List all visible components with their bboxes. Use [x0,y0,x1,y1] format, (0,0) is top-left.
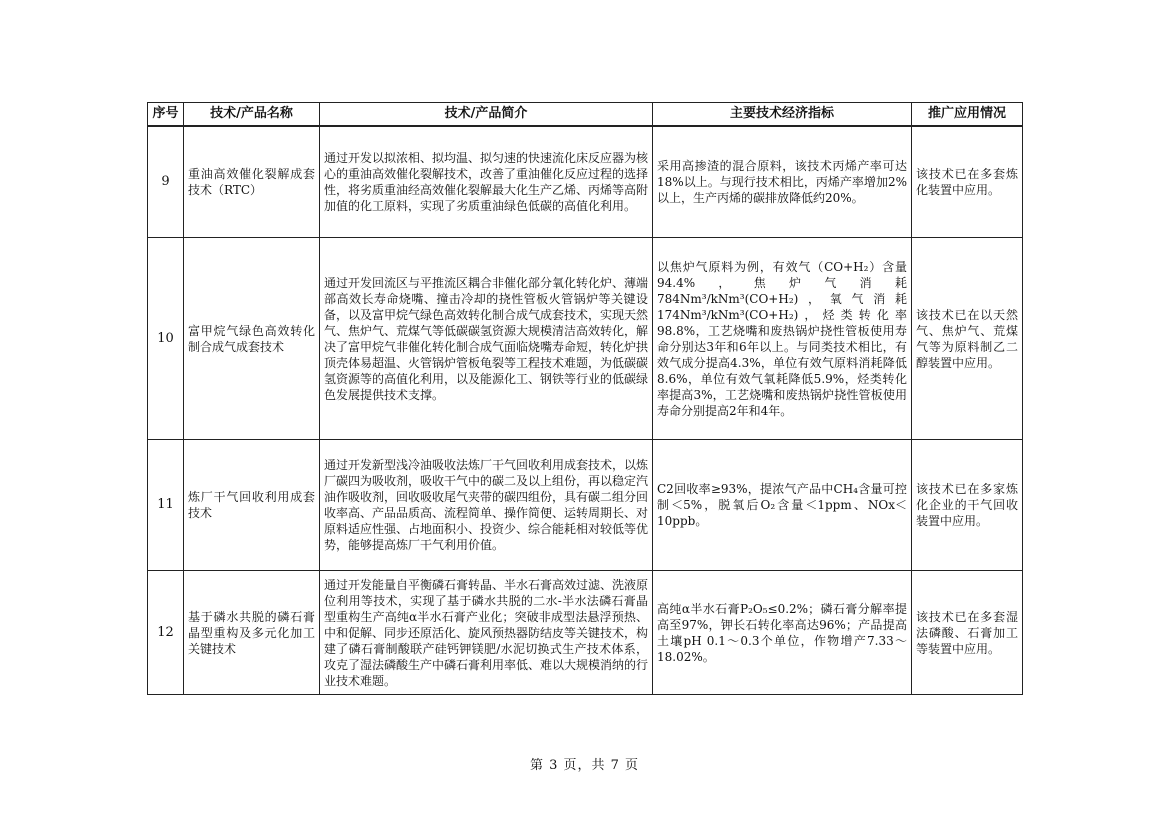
header-desc: 技术/产品简介 [320,103,653,127]
tech-description: 通过开发能量自平衡磷石膏转晶、半水石膏高效过滤、洗液原位利用等技术，实现了基于磷水共脱的二水-半水法磷石膏晶型重构生产高纯α半水石膏产业化；突破非成型法悬浮预热、中和促解、同步还原活化、旋风预热器防结皮等关键技术，构建了磷石膏制酸联产硅钙钾镁肥/水泥切换式生产技术体系，攻克了湿法磷酸生产中磷石膏利用率低、难以大规模消纳的行业技术难题。 [320,571,653,695]
table-row [148,440,1023,571]
row-number: 9 [148,126,184,238]
table-row [148,571,1023,695]
row-number: 11 [148,440,184,571]
table-header [148,103,1023,127]
tech-application: 该技术已在多套炼化装置中应用。 [912,126,1023,238]
header-application: 推广应用情况 [912,103,1023,127]
table-body [148,126,1023,695]
table-row [148,126,1023,238]
tech-indicators: 高纯α半水石膏P₂O₅≤0.2%；磷石膏分解率提高至97%，钾长石转化率高达96%；产品提高土壤pH 0.1～0.3个单位，作物增产7.33～18.02%。 [653,571,912,695]
row-number: 12 [148,571,184,695]
tech-name: 炼厂干气回收利用成套技术 [184,440,320,571]
tech-application: 该技术已在以天然气、焦炉气、荒煤气等为原料制乙二醇装置中应用。 [912,238,1023,440]
row-number: 10 [148,238,184,440]
tech-description: 通过开发以拟浓相、拟均温、拟匀速的快速流化床反应器为核心的重油高效催化裂解技术，改善了重油催化反应过程的选择性，将劣质重油经高效催化裂解最大化生产乙烯、丙烯等高附加值的化工原料，实现了劣质重油绿色低碳的高值化利用。 [320,126,653,238]
technology-catalog-table [147,102,1023,695]
tech-application: 该技术已在多套湿法磷酸、石膏加工等装置中应用。 [912,571,1023,695]
tech-name: 基于磷水共脱的磷石膏晶型重构及多元化加工关键技术 [184,571,320,695]
page-footer: 第 3 页，共 7 页 [529,758,640,773]
tech-application: 该技术已在多家炼化企业的干气回收装置中应用。 [912,440,1023,571]
tech-description: 通过开发新型浅冷油吸收法炼厂干气回收利用成套技术，以炼厂碳四为吸收剂，吸收干气中的碳二及以上组份，再以稳定汽油作吸收剂，回收吸收尾气夹带的碳四组份，具有碳二组分回收率高、产品品质高、流程简单、操作简便、运转周期长、对原料适应性强、占地面积小、投资少、综合能耗相对较低等优势，能够提高炼厂干气利用价值。 [320,440,653,571]
tech-indicators: 采用高掺渣的混合原料，该技术丙烯产率可达18%以上。与现行技术相比，丙烯产率增加2%以上，生产丙烯的碳排放降低约20%。 [653,126,912,238]
tech-name: 富甲烷气绿色高效转化制合成气成套技术 [184,238,320,440]
tech-description: 通过开发回流区与平推流区耦合非催化部分氧化转化炉、薄端部高效长寿命烧嘴、撞击冷却的挠性管板火管锅炉等关键设备，以及富甲烷气绿色高效转化制合成气成套技术，实现天然气、焦炉气、荒煤气等低碳碳氢资源大规模清洁高效转化，解决了富甲烷气非催化转化制合成气面临烧嘴寿命短，转化炉拱顶壳体易超温、火管锅炉管板龟裂等工程技术难题，为低碳碳氢资源等的高值化利用，以及能源化工、钢铁等行业的低碳绿色发展提供技术支撑。 [320,238,653,440]
header-name: 技术/产品名称 [184,103,320,127]
tech-indicators: 以焦炉气原料为例，有效气（CO+H₂）含量 94.4%，焦炉气消耗784Nm³/kNm³(CO+H₂)，氧气消耗174Nm³/kNm³(CO+H₂)，烃类转化率98.8%，工艺烧嘴和废热锅炉挠性管板使用寿命分别达3年和6年以上。与同类技术相比，有效气成分提高4.3%，单位有效气原料消耗降低8.6%，单位有效气氧耗降低5.9%，烃类转化率提高3%，工艺烧嘴和废热锅炉挠性管板使用寿命分别提高2年和4年。 [653,238,912,440]
tech-indicators: C2回收率≥93%，提浓气产品中CH₄含量可控制＜5%，脱氧后O₂含量＜1ppm、NOx＜10ppb。 [653,440,912,571]
header-no: 序号 [148,103,184,127]
header-indicators: 主要技术经济指标 [653,103,912,127]
table-row [148,238,1023,440]
header-row [148,103,1023,127]
tech-name: 重油高效催化裂解成套技术（RTC） [184,126,320,238]
